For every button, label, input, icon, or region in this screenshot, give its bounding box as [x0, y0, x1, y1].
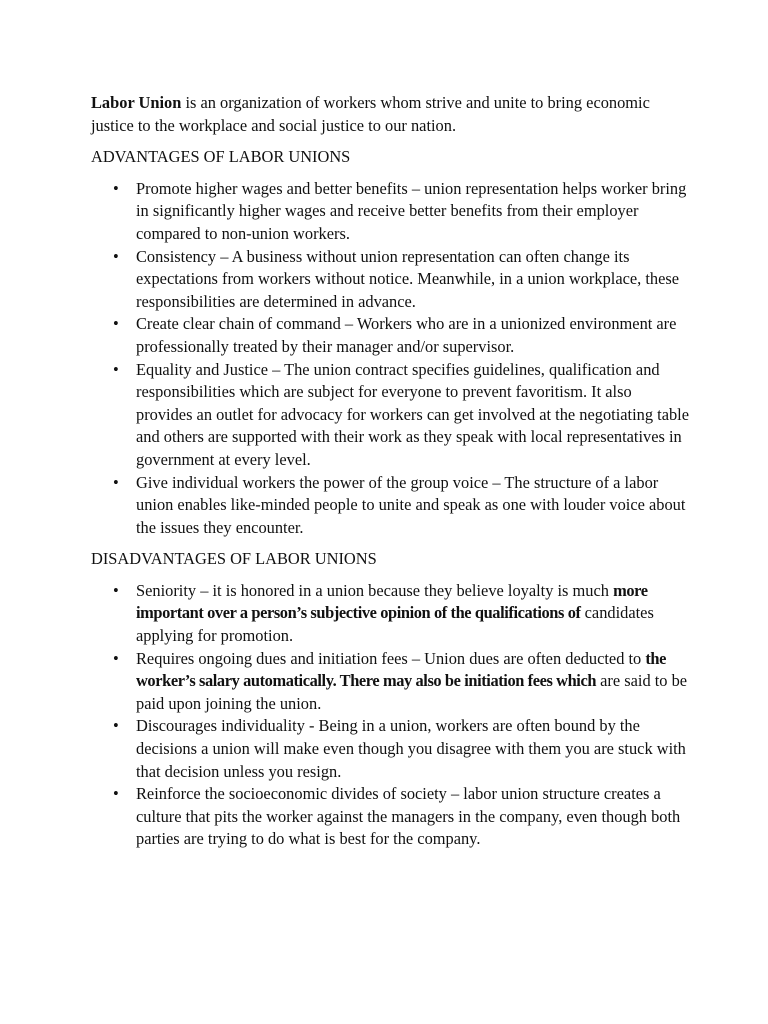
disadvantages-heading: DISADVANTAGES OF LABOR UNIONS	[91, 549, 377, 569]
advantages-item-text: Create clear chain of command – Workers who are in a unionized environment are professionally treated by their manager and/or supervisor.	[136, 314, 677, 356]
disadvantages-item	[91, 580, 691, 648]
disadvantages-item-text: Seniority – it is honored in a union because they believe loyalty is much	[136, 580, 614, 600]
advantages-item-text: Consistency – A business without union representation can often change its expectations from workers without notice. Meanwhile, in a union workplace, these responsibilities are determined in advance.	[136, 246, 680, 311]
bullet-icon: •	[113, 472, 119, 492]
disadvantages-item-text: Requires ongoing dues and initiation fees – Union dues are often deducted to	[136, 648, 646, 668]
bullet-icon: •	[113, 580, 119, 600]
intro-paragraph	[91, 92, 691, 137]
advantages-list	[91, 178, 691, 540]
disadvantages-item-text-end: candidates applying for promotion.	[136, 603, 654, 646]
disadvantages-item	[91, 715, 691, 783]
advantages-item-text: Promote higher wages and better benefits – union representation helps worker bring in significantly higher wages and receive better benefits from their employer compared to non-union workers.	[136, 178, 687, 243]
bullet-icon: •	[113, 314, 119, 334]
advantages-item-text: Equality and Justice – The union contract specifies guidelines, qualification and responsibilities which are subject for everyone to prevent favoritism. It also provides an outlet for advocacy for workers can get involved at the negotiating table and others are supported with their work as they speak with local representatives in government at every level.	[136, 359, 689, 469]
advantages-item-text: Give individual workers the power of the group voice – The structure of a labor union enables like-minded people to unite and speak as one with louder voice about the issues they encounter.	[136, 472, 686, 537]
bullet-icon: •	[113, 648, 119, 668]
advantages-item	[91, 359, 691, 472]
advantages-heading: ADVANTAGES OF LABOR UNIONS	[91, 147, 351, 167]
advantages-item	[91, 313, 691, 358]
disadvantages-item	[91, 648, 691, 716]
document-page	[91, 92, 691, 851]
disadvantages-item-text-end: are said to be paid upon joining the union.	[136, 671, 688, 713]
advantages-item	[91, 472, 691, 540]
bullet-icon: •	[113, 784, 119, 804]
disadvantages-item-text: Reinforce the socioeconomic divides of society – labor union structure creates a culture that pits the worker against the managers in the company, even though both parties are trying to do what is best for the company.	[136, 784, 681, 849]
advantages-item	[91, 246, 691, 314]
disadvantages-list	[91, 580, 691, 851]
disadvantages-item-emphasis: more important over a person’s subjective opinion of the qualifications of	[136, 580, 648, 623]
bullet-icon: •	[113, 359, 119, 379]
intro-term: Labor Union	[91, 93, 182, 112]
disadvantages-item	[91, 783, 691, 851]
bullet-icon: •	[113, 178, 119, 198]
bullet-icon: •	[113, 246, 119, 266]
intro-text: is an organization of workers whom strive and unite to bring economic justice to the workplace and social justice to our nation.	[91, 93, 650, 135]
disadvantages-item-emphasis: the worker’s salary automatically. There may also be initiation fees which	[136, 648, 667, 691]
advantages-item	[91, 178, 691, 246]
bullet-icon: •	[113, 716, 119, 736]
disadvantages-item-text: Discourages individuality - Being in a union, workers are often bound by the decisions a union will make even though you disagree with them you are stuck with that decision unless you resign.	[136, 716, 686, 781]
